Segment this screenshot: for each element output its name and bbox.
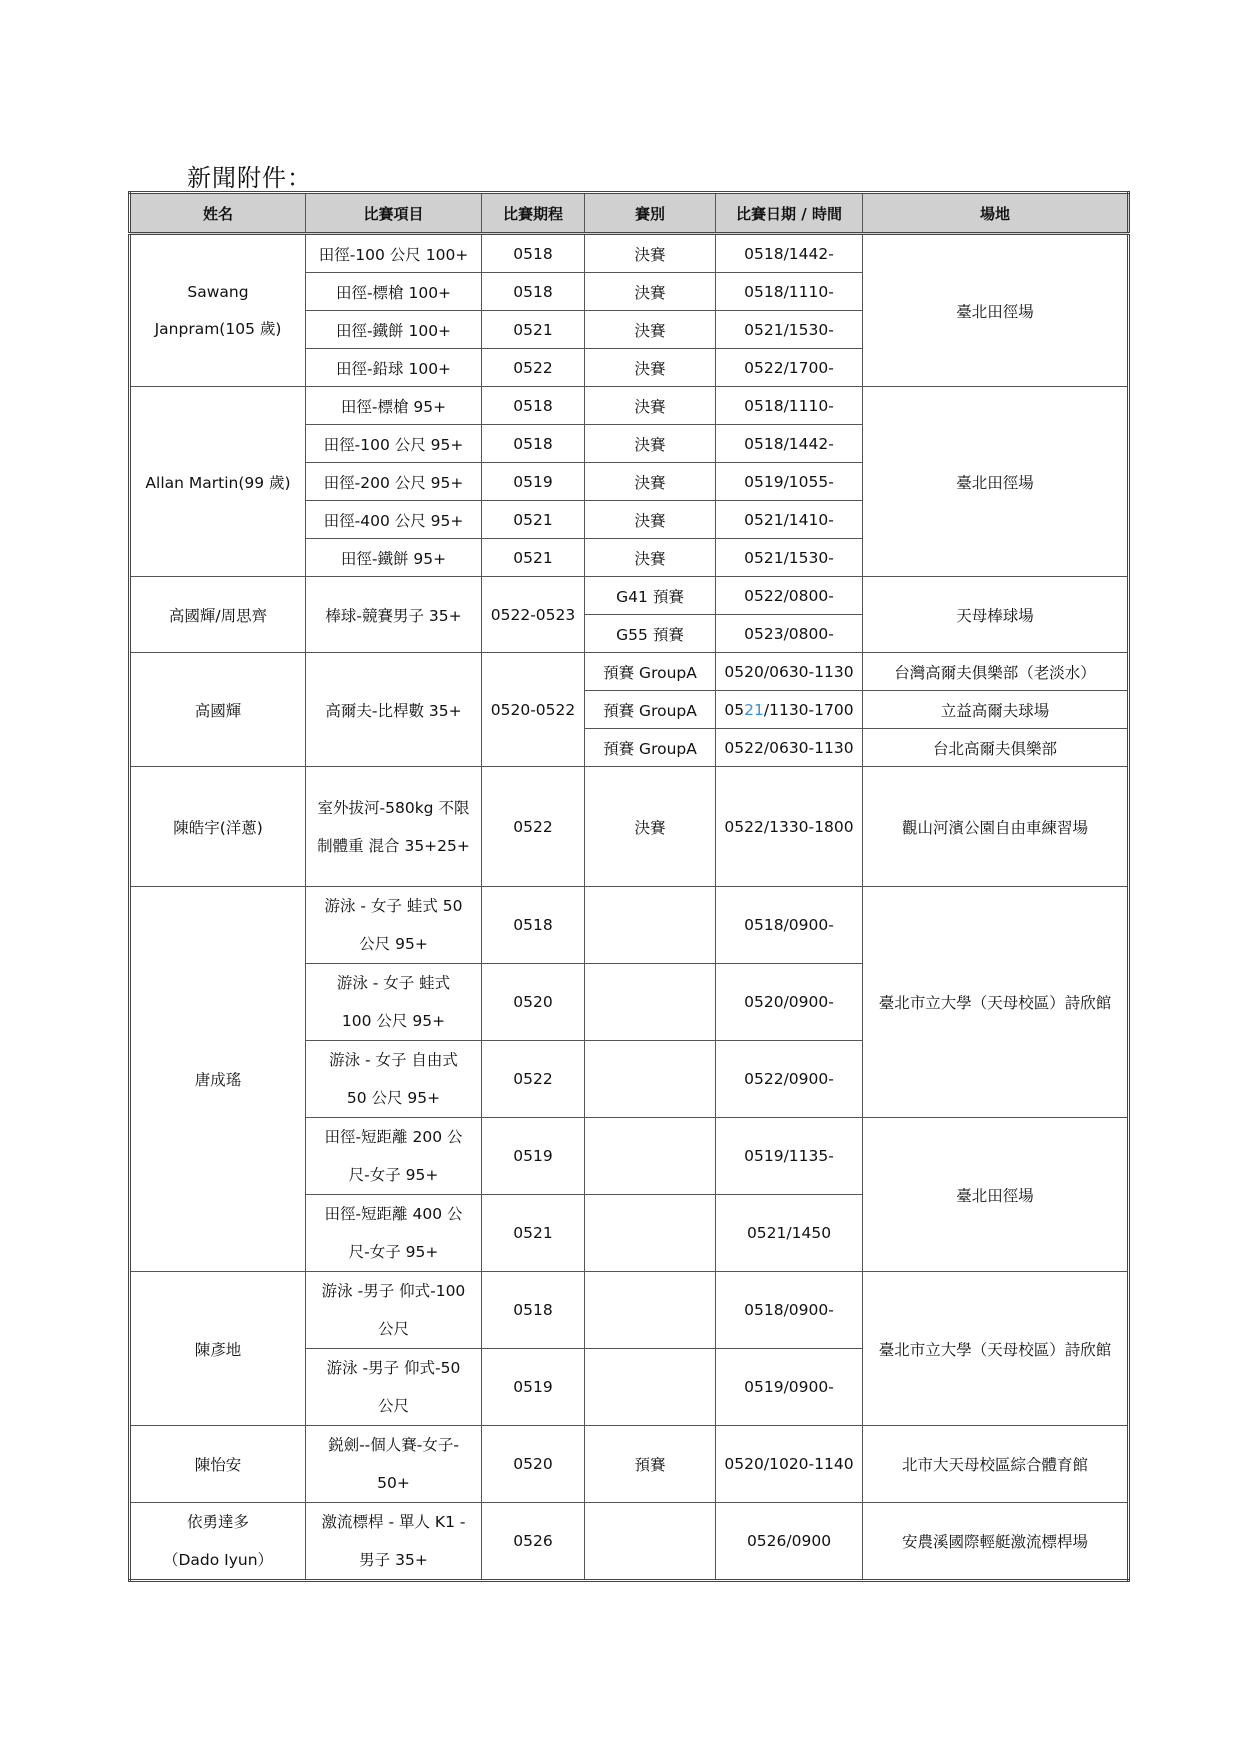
round-cell: 決賽 <box>585 273 716 311</box>
header-name: 姓名 <box>130 193 306 234</box>
venue-cell: 安農溪國際輕艇激流標桿場 <box>863 1503 1129 1581</box>
athlete-name: 陳皓宇(洋蔥) <box>130 767 306 887</box>
header-datetime: 比賽日期 / 時間 <box>716 193 863 234</box>
round-cell <box>585 1195 716 1272</box>
event-cell: 棒球-競賽男子 35+ <box>306 577 482 653</box>
round-cell: 決賽 <box>585 463 716 501</box>
round-cell: 決賽 <box>585 425 716 463</box>
athlete-name: 陳怡安 <box>130 1426 306 1503</box>
datetime-cell: 0520/0630-1130 <box>716 653 863 691</box>
round-cell: 預賽 GroupA <box>585 653 716 691</box>
table-row <box>130 653 1129 691</box>
datetime-cell: 0521/1410- <box>716 501 863 539</box>
event-cell: 田徑-鉛球 100+ <box>306 349 482 387</box>
period-cell: 0521 <box>482 1195 585 1272</box>
period-cell: 0518 <box>482 887 585 964</box>
datetime-cell: 0520/0900- <box>716 964 863 1041</box>
event-cell: 田徑-100 公尺 95+ <box>306 425 482 463</box>
venue-cell: 立益高爾夫球場 <box>863 691 1129 729</box>
event-cell: 游泳 - 女子 自由式 50 公尺 95+ <box>306 1041 482 1118</box>
period-cell: 0526 <box>482 1503 585 1581</box>
venue-cell: 天母棒球場 <box>863 577 1129 653</box>
datetime-cell: 0519/0900- <box>716 1349 863 1426</box>
athlete-name: 高國輝 <box>130 653 306 767</box>
round-cell: 預賽 GroupA <box>585 691 716 729</box>
venue-cell: 臺北田徑場 <box>863 1118 1129 1272</box>
table-row <box>130 1426 1129 1503</box>
datetime-cell: 0518/0900- <box>716 887 863 964</box>
venue-cell: 觀山河濱公園自由車練習場 <box>863 767 1129 887</box>
round-cell: 預賽 GroupA <box>585 729 716 767</box>
datetime-cell: 0522/0900- <box>716 1041 863 1118</box>
period-cell: 0522-0523 <box>482 577 585 653</box>
event-cell: 田徑-標槍 95+ <box>306 387 482 425</box>
round-cell: 決賽 <box>585 311 716 349</box>
period-cell: 0522 <box>482 1041 585 1118</box>
period-cell: 0520 <box>482 964 585 1041</box>
header-event: 比賽項目 <box>306 193 482 234</box>
table-row <box>130 387 1129 425</box>
athlete-name: 陳彥地 <box>130 1272 306 1426</box>
event-cell: 田徑-標槍 100+ <box>306 273 482 311</box>
round-cell <box>585 1503 716 1581</box>
datetime-cell: 0518/0900- <box>716 1272 863 1349</box>
table-row <box>130 1272 1129 1349</box>
period-cell: 0518 <box>482 387 585 425</box>
athlete-name: 依勇達多 （Dado Iyun） <box>130 1503 306 1581</box>
event-cell: 田徑-短距離 400 公 尺-女子 95+ <box>306 1195 482 1272</box>
round-cell: 決賽 <box>585 539 716 577</box>
datetime-cell: 0520/1020-1140 <box>716 1426 863 1503</box>
period-cell: 0518 <box>482 234 585 273</box>
table-row <box>130 1503 1129 1581</box>
table-row <box>130 577 1129 615</box>
schedule-table <box>128 191 1130 1582</box>
datetime-cell: 0521/1530- <box>716 311 863 349</box>
period-cell: 0521 <box>482 311 585 349</box>
venue-cell: 臺北市立大學（天母校區）詩欣館 <box>863 887 1129 1118</box>
datetime-cell: 0519/1135- <box>716 1118 863 1195</box>
event-cell: 游泳 -男子 仰式-50 公尺 <box>306 1349 482 1426</box>
event-cell: 高爾夫-比桿數 35+ <box>306 653 482 767</box>
event-cell: 游泳 -男子 仰式-100 公尺 <box>306 1272 482 1349</box>
athlete-name: 唐成瑤 <box>130 887 306 1272</box>
period-cell: 0520-0522 <box>482 653 585 767</box>
event-cell: 田徑-400 公尺 95+ <box>306 501 482 539</box>
venue-cell: 台灣高爾夫俱樂部（老淡水） <box>863 653 1129 691</box>
event-cell: 游泳 - 女子 蛙式 100 公尺 95+ <box>306 964 482 1041</box>
header-row <box>130 193 1129 234</box>
datetime-cell: 0522/1330-1800 <box>716 767 863 887</box>
round-cell <box>585 1118 716 1195</box>
period-cell: 0518 <box>482 273 585 311</box>
round-cell: 決賽 <box>585 387 716 425</box>
venue-cell: 臺北田徑場 <box>863 234 1129 387</box>
datetime-cell: 0522/1700- <box>716 349 863 387</box>
athlete-name: 高國輝/周思齊 <box>130 577 306 653</box>
datetime-cell: 0518/1110- <box>716 273 863 311</box>
event-cell: 鋭劍--個人賽-女子- 50+ <box>306 1426 482 1503</box>
period-cell: 0519 <box>482 463 585 501</box>
header-period: 比賽期程 <box>482 193 585 234</box>
period-cell: 0518 <box>482 425 585 463</box>
datetime-cell: 0523/0800- <box>716 615 863 653</box>
table-row <box>130 234 1129 273</box>
period-cell: 0521 <box>482 539 585 577</box>
datetime-cell: 0518/1110- <box>716 387 863 425</box>
datetime-cell: 0522/0630-1130 <box>716 729 863 767</box>
table-row <box>130 767 1129 887</box>
round-cell <box>585 1041 716 1118</box>
period-cell: 0522 <box>482 349 585 387</box>
event-cell: 田徑-鐵餅 100+ <box>306 311 482 349</box>
event-cell: 田徑-短距離 200 公 尺-女子 95+ <box>306 1118 482 1195</box>
event-cell: 游泳 - 女子 蛙式 50 公尺 95+ <box>306 887 482 964</box>
venue-cell: 臺北市立大學（天母校區）詩欣館 <box>863 1272 1129 1426</box>
datetime-cell: 0521/1450 <box>716 1195 863 1272</box>
event-cell: 田徑-200 公尺 95+ <box>306 463 482 501</box>
round-cell: 預賽 <box>585 1426 716 1503</box>
datetime-cell: 0518/1442- <box>716 234 863 273</box>
datetime-cell: 0526/0900 <box>716 1503 863 1581</box>
round-cell: G55 預賽 <box>585 615 716 653</box>
header-round: 賽別 <box>585 193 716 234</box>
page-title: 新聞附件： <box>187 164 312 192</box>
round-cell <box>585 887 716 964</box>
event-cell: 田徑-鐵餅 95+ <box>306 539 482 577</box>
datetime-cell: 0518/1442- <box>716 425 863 463</box>
table-row <box>130 887 1129 964</box>
datetime-cell: 0521/1530- <box>716 539 863 577</box>
round-cell <box>585 1272 716 1349</box>
athlete-name: Allan Martin(99 歲) <box>130 387 306 577</box>
header-venue: 場地 <box>863 193 1129 234</box>
event-cell: 室外拔河-580kg 不限 制體重 混合 35+25+ <box>306 767 482 887</box>
event-cell: 田徑-100 公尺 100+ <box>306 234 482 273</box>
datetime-cell: 0522/0800- <box>716 577 863 615</box>
period-cell: 0519 <box>482 1118 585 1195</box>
period-cell: 0520 <box>482 1426 585 1503</box>
period-cell: 0522 <box>482 767 585 887</box>
round-cell: 決賽 <box>585 767 716 887</box>
venue-cell: 台北高爾夫俱樂部 <box>863 729 1129 767</box>
round-cell <box>585 964 716 1041</box>
athlete-name: Sawang Janpram(105 歲) <box>130 234 306 387</box>
datetime-cell: 0521/1130-1700 <box>716 691 863 729</box>
period-cell: 0518 <box>482 1272 585 1349</box>
venue-cell: 臺北田徑場 <box>863 387 1129 577</box>
round-cell <box>585 1349 716 1426</box>
event-cell: 激流標桿 - 單人 K1 - 男子 35+ <box>306 1503 482 1581</box>
period-cell: 0519 <box>482 1349 585 1426</box>
round-cell: G41 預賽 <box>585 577 716 615</box>
round-cell: 決賽 <box>585 349 716 387</box>
datetime-cell: 0519/1055- <box>716 463 863 501</box>
venue-cell: 北市大天母校區綜合體育館 <box>863 1426 1129 1503</box>
round-cell: 決賽 <box>585 501 716 539</box>
round-cell: 決賽 <box>585 234 716 273</box>
period-cell: 0521 <box>482 501 585 539</box>
